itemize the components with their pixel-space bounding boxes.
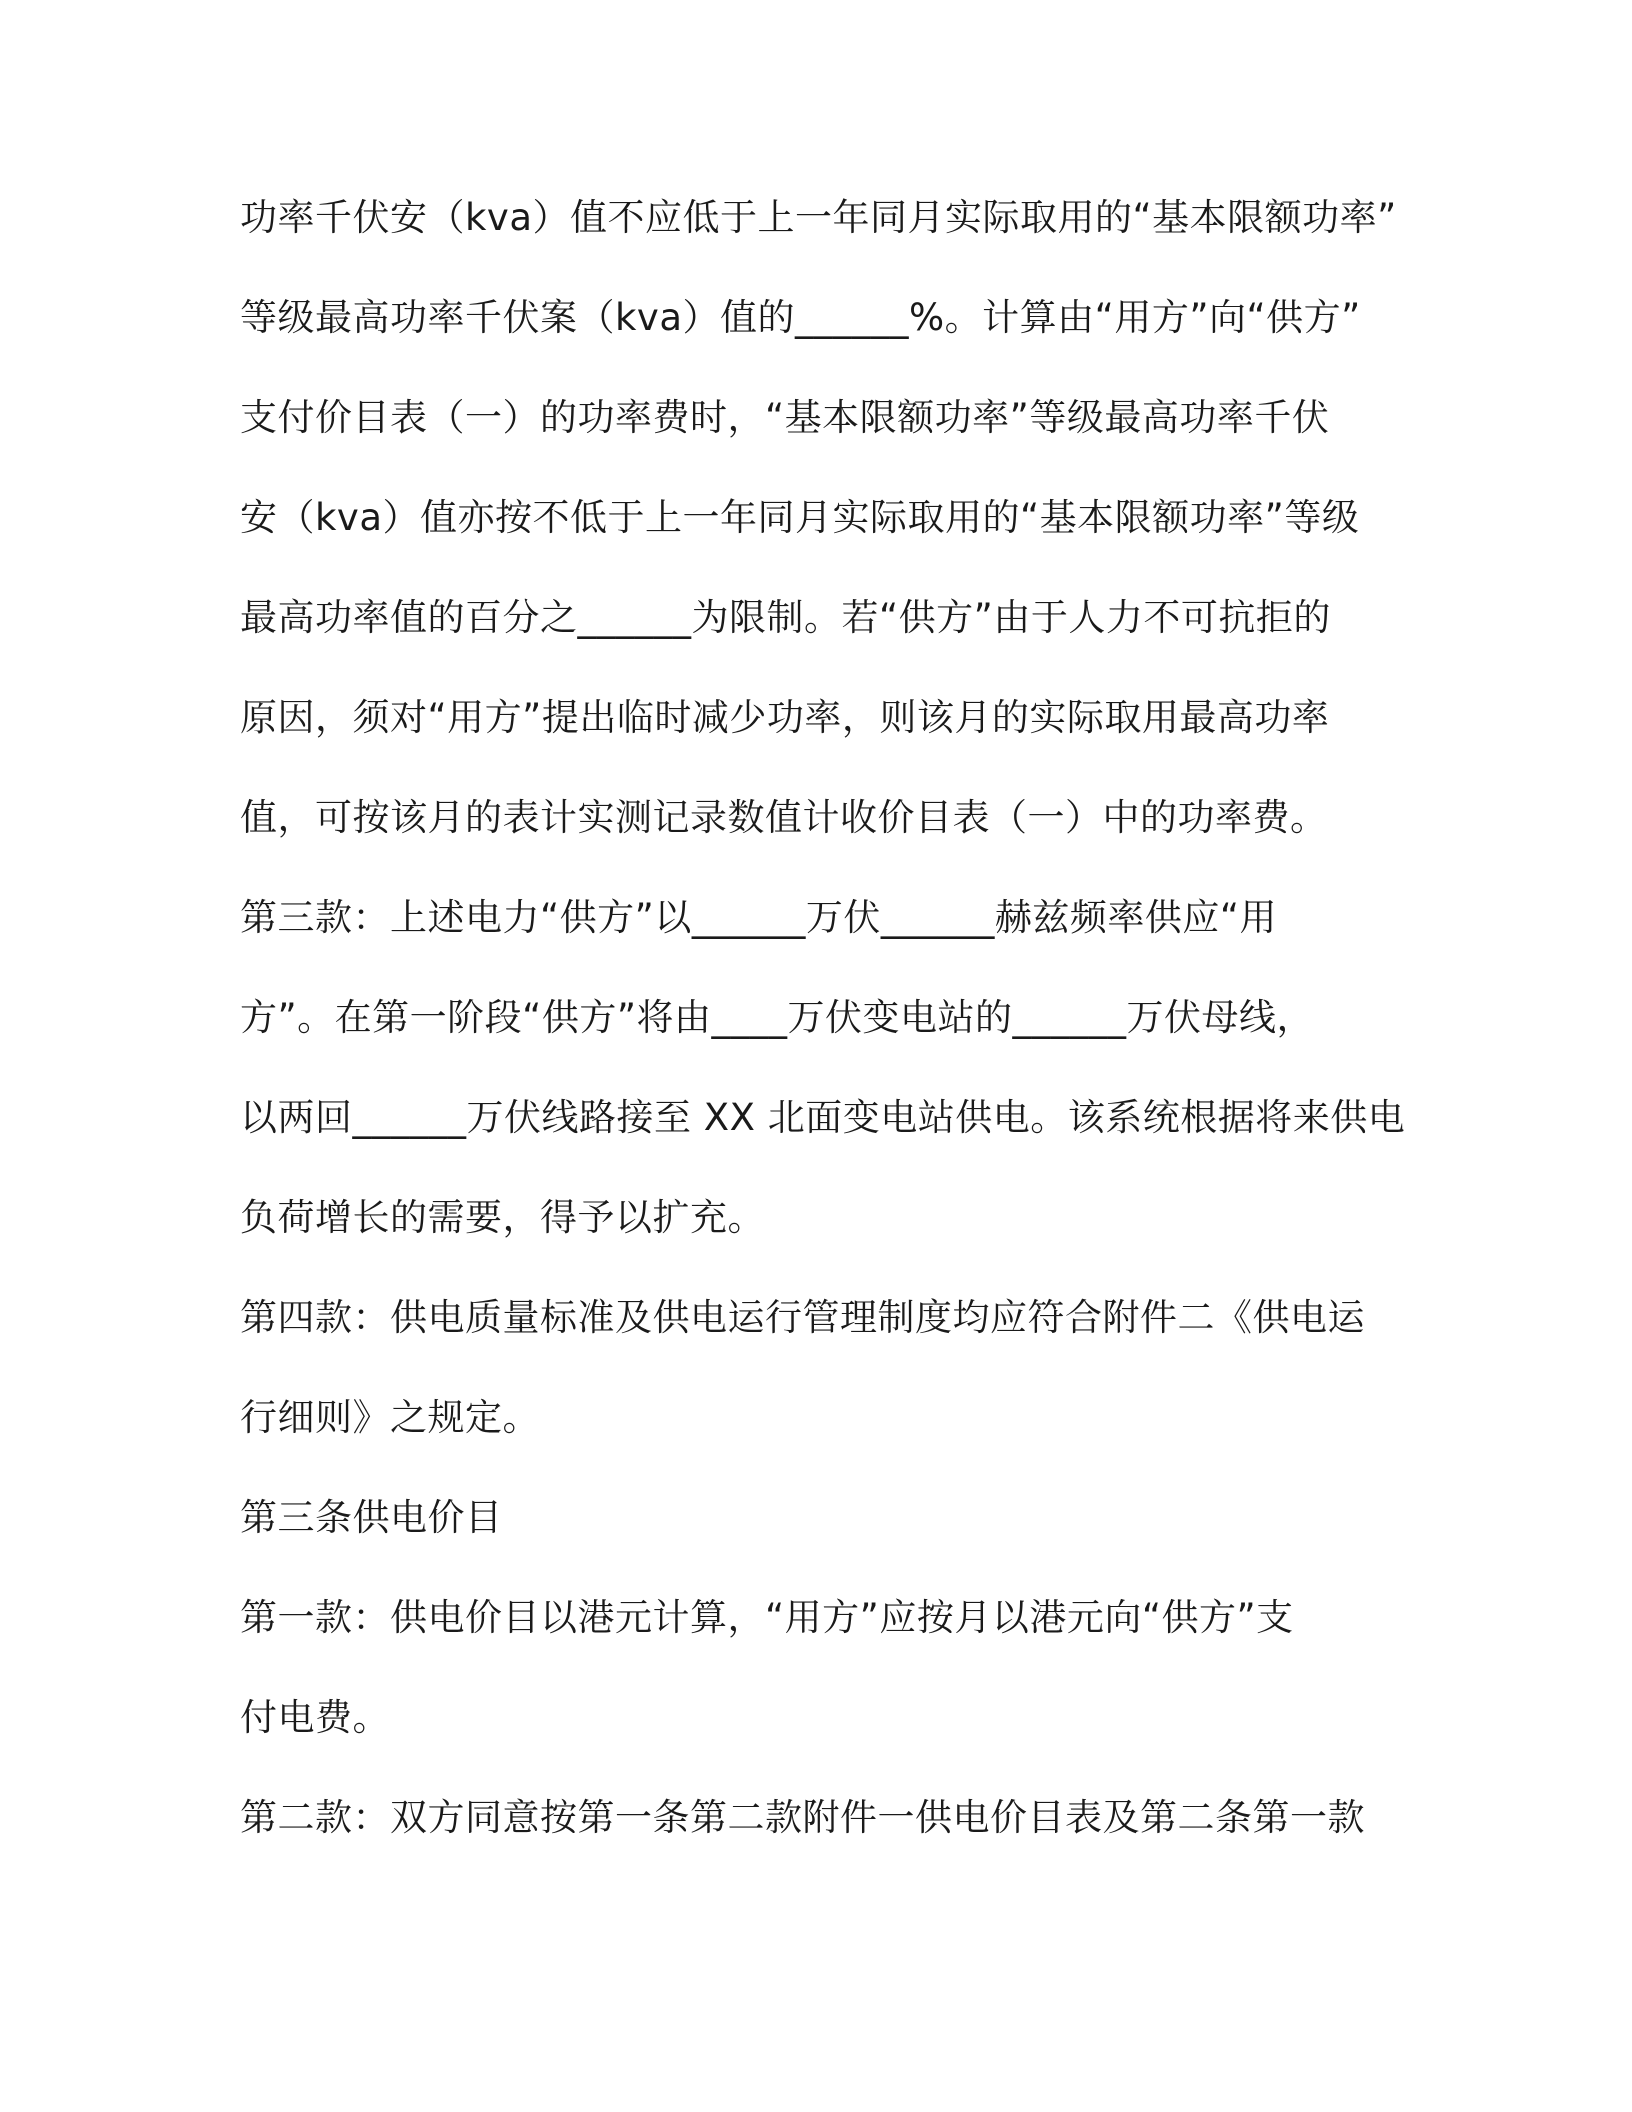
text-line: 第二款：双方同意按第一条第二款附件一供电价目表及第二条第一款 xyxy=(240,1796,1365,1839)
text-line: 行细则》之规定。 xyxy=(240,1396,540,1439)
text-line: 值，可按该月的表计实测记录数值计收价目表（一）中的功率费。 xyxy=(240,796,1328,839)
text-line: 最高功率值的百分之______为限制。若“供方”由于人力不可抗拒的 xyxy=(240,596,1331,639)
text-line: 负荷增长的需要，得予以扩充。 xyxy=(240,1196,765,1239)
text-line: 付电费。 xyxy=(240,1696,390,1739)
text-line: 方”。在第一阶段“供方”将由____万伏变电站的______万伏母线， xyxy=(240,996,1315,1039)
text-line: 安（kva）值亦按不低于上一年同月实际取用的“基本限额功率”等级 xyxy=(240,496,1360,539)
text-line: 以两回______万伏线路接至 XX 北面变电站供电。该系统根据将来供电 xyxy=(240,1096,1406,1139)
text-line: 第三款：上述电力“供方”以______万伏______赫兹频率供应“用 xyxy=(240,896,1278,939)
text-line: 等级最高功率千伏案（kva）值的______%。计算由“用方”向“供方” xyxy=(240,296,1361,339)
text-line: 第四款：供电质量标准及供电运行管理制度均应符合附件二《供电运 xyxy=(240,1296,1365,1339)
text-line: 第一款：供电价目以港元计算，“用方”应按月以港元向“供方”支 xyxy=(240,1596,1294,1639)
text-line: 功率千伏安（kva）值不应低于上一年同月实际取用的“基本限额功率” xyxy=(240,196,1397,239)
text-line: 支付价目表（一）的功率费时，“基本限额功率”等级最高功率千伏 xyxy=(240,396,1330,439)
section-heading: 第三条供电价目 xyxy=(240,1496,503,1539)
text-line: 原因，须对“用方”提出临时减少功率，则该月的实际取用最高功率 xyxy=(240,696,1330,739)
